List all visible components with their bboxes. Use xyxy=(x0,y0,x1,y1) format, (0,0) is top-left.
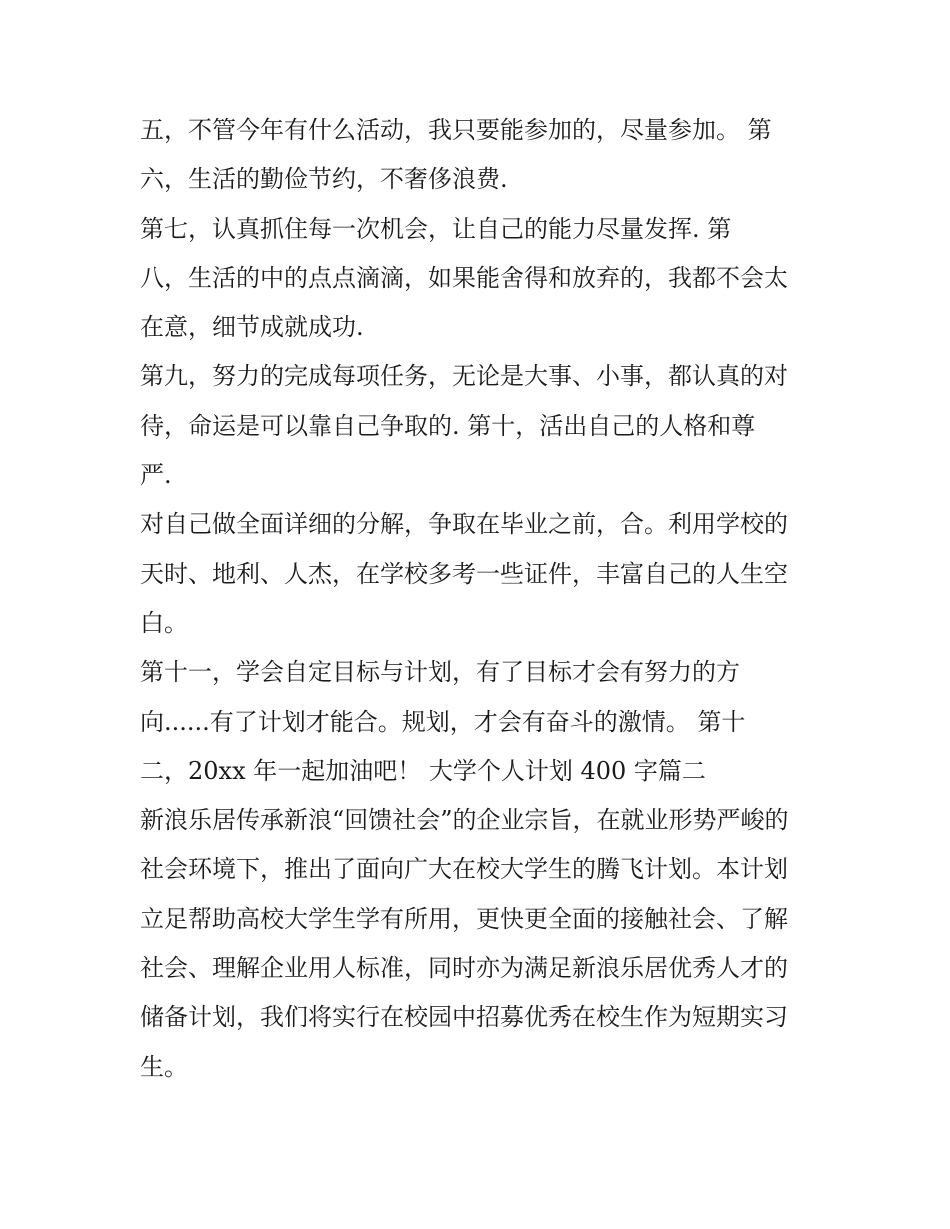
text-line: 对自己做全面详细的分解，争取在毕业之前，合。利用学校的 xyxy=(140,510,788,539)
text-line: 第七，认真抓住每一次机会，让自己的能力尽量发挥. 第 xyxy=(140,214,732,243)
text-line: 严. xyxy=(140,461,172,490)
text-line: 第十一，学会自定目标与计划，有了目标才会有努力的方 xyxy=(140,658,740,687)
text-line: 白。 xyxy=(140,608,188,637)
text-line: 待，命运是可以靠自己争取的. 第十，活出自己的人格和尊 xyxy=(140,411,756,440)
text-line: 八，生活的中的点点滴滴，如果能舍得和放弃的，我都不会太 xyxy=(140,263,788,292)
text-line: 六，生活的勤俭节约，不奢侈浪费. xyxy=(140,165,508,194)
body-text xyxy=(140,106,830,1092)
text-line: 立足帮助高校大学生学有所用，更快更全面的接触社会、了解 xyxy=(140,904,788,933)
text-line: 天时、地利、人杰，在学校多考一些证件，丰富自己的人生空 xyxy=(140,559,788,588)
text-line: 生。 xyxy=(140,1052,188,1081)
text-line: 社会环境下，推出了面向广大在校大学生的腾飞计划。本计划 xyxy=(140,855,788,884)
text-line: 储备计划，我们将实行在校园中招募优秀在校生作为短期实习 xyxy=(140,1003,788,1032)
text-line: 在意，细节成就成功. xyxy=(140,313,364,342)
text-line: 新浪乐居传承新浪“回馈社会”的企业宗旨，在就业形势严峻的 xyxy=(140,806,789,835)
text-line: 第九，努力的完成每项任务，无论是大事、小事，都认真的对 xyxy=(140,362,788,391)
text-line: 五，不管今年有什么活动，我只要能参加的，尽量参加。 第 xyxy=(140,116,772,144)
text-line: 向......有了计划才能合。规划，才会有奋斗的激情。 第十 xyxy=(140,707,746,736)
text-line: 社会、理解企业用人标准，同时亦为满足新浪乐居优秀人才的 xyxy=(140,954,788,983)
text-line: 二，20xx 年一起加油吧！ 大学个人计划 400 字篇二 xyxy=(140,756,706,785)
